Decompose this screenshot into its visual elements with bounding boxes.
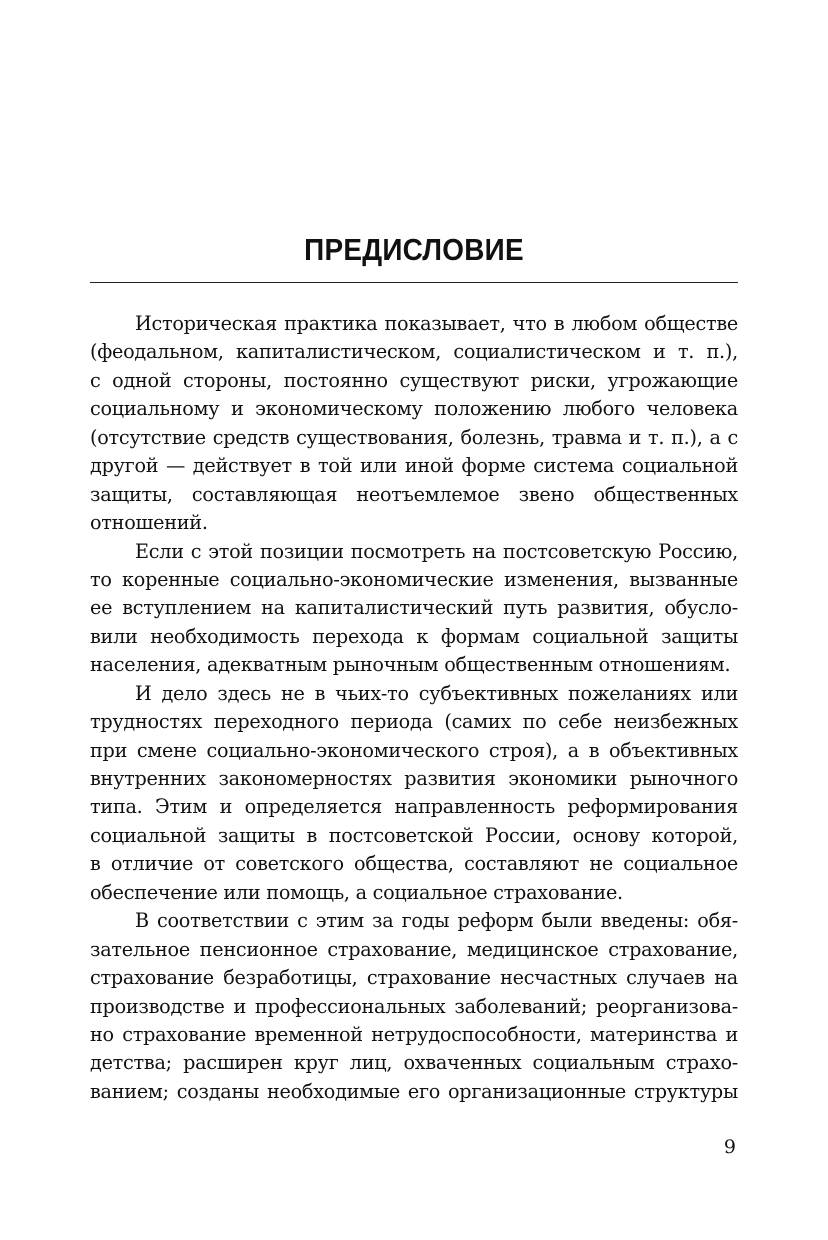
text-line: населения, адекватным рыночным общественным отношениям.	[90, 653, 731, 677]
text-line: отношений.	[90, 511, 208, 535]
text-line: ванием; созданы необходимые его организационные структуры	[90, 1079, 738, 1103]
text-line: в отличие от советского общества, составляют не социальное	[90, 852, 738, 876]
chapter-heading: ПРЕДИСЛОВИЕ	[304, 232, 524, 267]
text-line: детства; расширен круг лиц, охваченных социальным страхо-	[90, 1051, 738, 1075]
heading-underline-divider	[90, 282, 738, 283]
text-line: (феодальном, капиталистическом, социалистическом и т. п.),	[90, 340, 738, 364]
text-line: Историческая практика показывает, что в любом обществе	[135, 312, 738, 335]
text-line: другой — действует в той или иной форме система социальной	[90, 454, 738, 478]
text-line: то коренные социально-экономические изменения, вызванные	[90, 567, 738, 591]
text-line: трудностях переходного периода (самих по себе неизбежных	[90, 710, 738, 734]
text-line: защиты, составляющая неотъемлемое звено общественных	[90, 482, 738, 506]
text-line: с одной стороны, постоянно существуют риски, угрожающие	[90, 368, 738, 392]
text-line: типа. Этим и определяется направленность реформирования	[90, 795, 738, 819]
page-number: 9	[723, 1136, 736, 1158]
text-line: И дело здесь не в чьих-то субъективных пожеланиях или	[135, 681, 738, 705]
text-line: производстве и профессиональных заболеваний; реорганизова-	[90, 994, 738, 1018]
text-line: при смене социально-экономического строя), а в объективных	[90, 738, 738, 762]
text-line: социальной защиты в постсоветской России, основу которой,	[90, 823, 738, 847]
text-line: Если с этой позиции посмотреть на постсоветскую Россию,	[135, 539, 738, 563]
text-line: внутренних закономерностях развития экономики рыночного	[90, 767, 738, 790]
text-line: (отсутствие средств существования, болезнь, травма и т. п.), а с	[90, 425, 738, 449]
body-text	[90, 310, 738, 1106]
text-line: социальному и экономическому положению любого человека	[90, 397, 738, 421]
text-line: ее вступлением на капиталистический путь развития, обусло-	[90, 596, 738, 620]
text-line: зательное пенсионное страхование, медицинское страхование,	[90, 937, 738, 961]
text-line: но страхование временной нетрудоспособности, материнства и	[90, 1022, 738, 1046]
text-line: обеспечение или помощь, а социальное страхование.	[90, 880, 623, 904]
text-line: вили необходимость перехода к формам социальной защиты	[90, 624, 738, 648]
text-line: страхование безработицы, страхование несчастных случаев на	[90, 966, 738, 990]
text-line: В соответствии с этим за годы реформ были введены: обя-	[135, 909, 738, 933]
